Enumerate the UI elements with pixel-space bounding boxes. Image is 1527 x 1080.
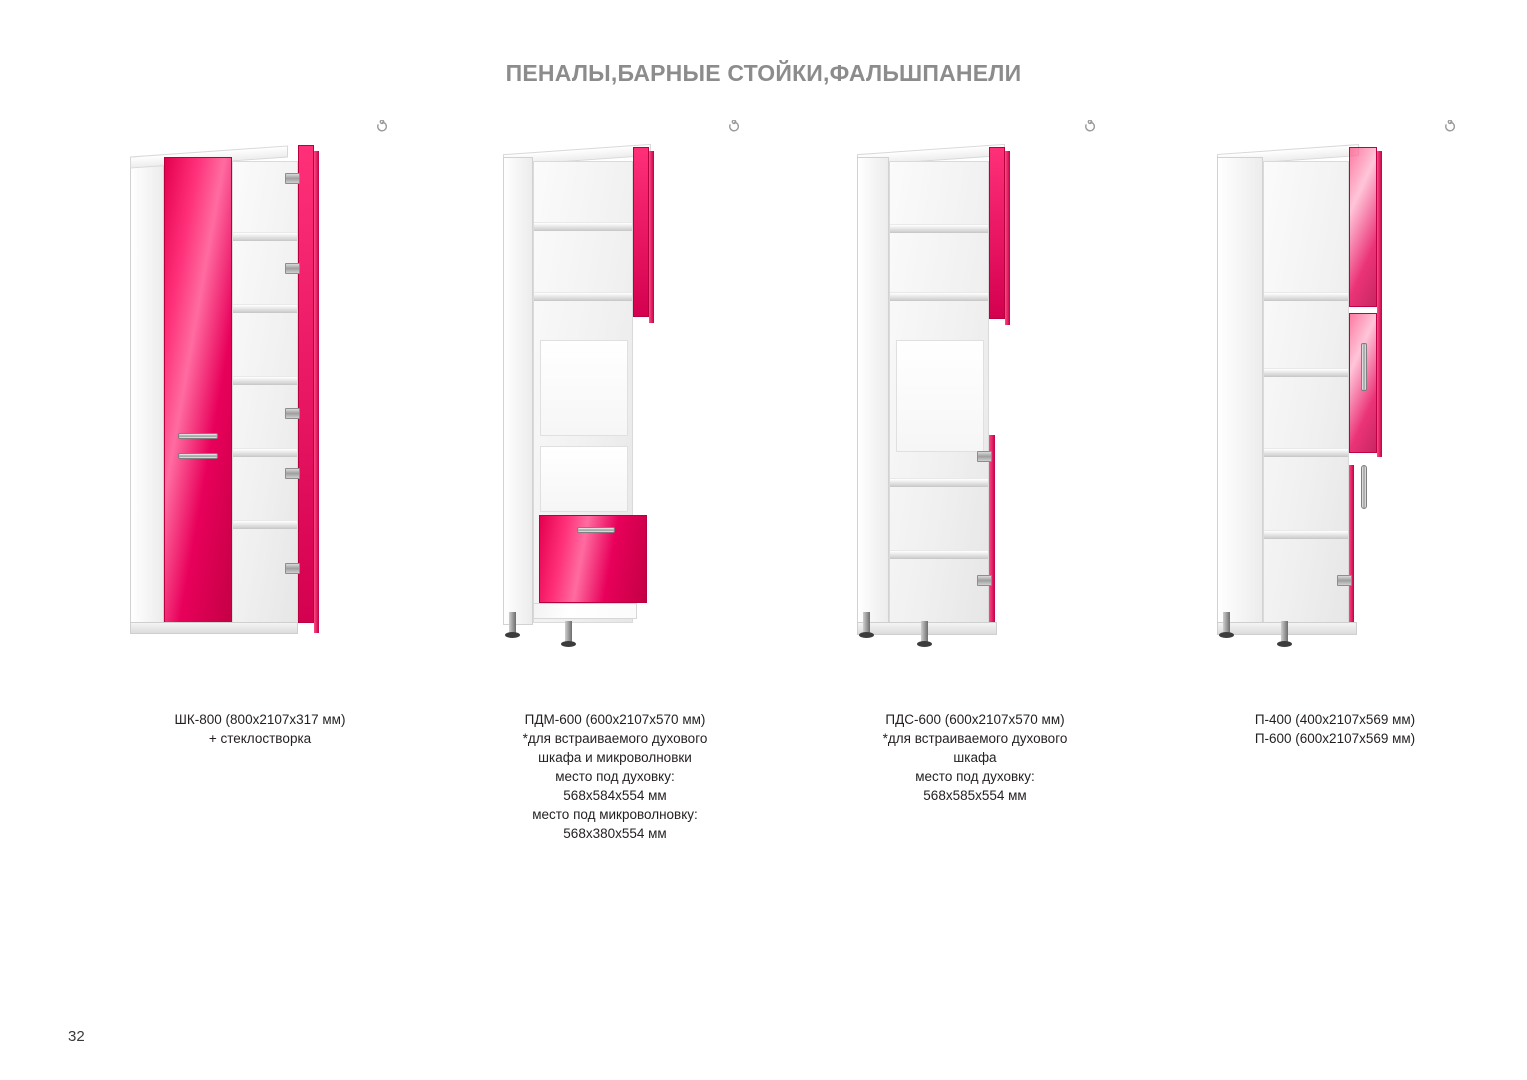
hinge [1337, 575, 1352, 586]
caption-line: ПДС-600 (600х2107х570 мм) [885, 712, 1065, 727]
hinge [977, 575, 992, 586]
caption-line: шкафа [953, 750, 997, 765]
caption-line: место под духовку: [915, 769, 1035, 784]
caption-line: П-600 (600х2107х569 мм) [1254, 731, 1416, 746]
caption-line: *для встраиваемого духового [522, 731, 708, 746]
hinge [977, 451, 992, 462]
handle [178, 453, 218, 459]
caption-line: 568х584х554 мм [563, 788, 667, 803]
caption-line: ШК-800 (800х2107х317 мм) [174, 712, 346, 727]
caption-line: 568х380х554 мм [563, 826, 667, 841]
hinge [285, 563, 300, 574]
product-caption [435, 710, 795, 843]
handle [178, 433, 218, 439]
caption-line: место под микроволновку: [532, 807, 698, 822]
rotate-icon[interactable] [727, 120, 741, 134]
rotate-icon[interactable] [375, 120, 389, 134]
page-title: ПЕНАЛЫ,БАРНЫЕ СТОЙКИ,ФАЛЬШПАНЕЛИ [505, 60, 1022, 86]
leg [921, 621, 928, 643]
caption-line: ПДМ-600 (600х2107х570 мм) [524, 712, 706, 727]
leg [1223, 612, 1230, 634]
rotate-icon[interactable] [1443, 120, 1457, 134]
leg [565, 621, 572, 643]
cabinet-illustration-pds-600 [825, 135, 1065, 645]
caption-line: место под духовку: [555, 769, 675, 784]
page-number: 32 [68, 1028, 85, 1045]
caption-line: П-400 (400х2107х569 мм) [1254, 712, 1416, 727]
hinge [285, 408, 300, 419]
door [1349, 147, 1377, 307]
handle [577, 527, 615, 533]
cabinet-illustration-pdm-600 [465, 135, 705, 645]
hinge [285, 468, 300, 479]
product-caption [1155, 710, 1515, 748]
leg [509, 612, 516, 634]
caption-line: шкафа и микроволновки [538, 750, 692, 765]
leg [1281, 621, 1288, 643]
hinge [285, 173, 300, 184]
handle [1361, 465, 1367, 509]
rotate-icon[interactable] [1083, 120, 1097, 134]
product-caption [80, 710, 440, 748]
cabinet-illustration-p-400-600 [1185, 135, 1425, 645]
product-caption [795, 710, 1155, 805]
cabinet-illustration-shk-800 [110, 135, 350, 635]
caption-line: 568х585х554 мм [923, 788, 1027, 803]
handle [1361, 343, 1367, 391]
leg [863, 612, 870, 634]
hinge [285, 263, 300, 274]
caption-line: *для встраиваемого духового [882, 731, 1068, 746]
caption-line: + стеклоствoрка [208, 731, 312, 746]
